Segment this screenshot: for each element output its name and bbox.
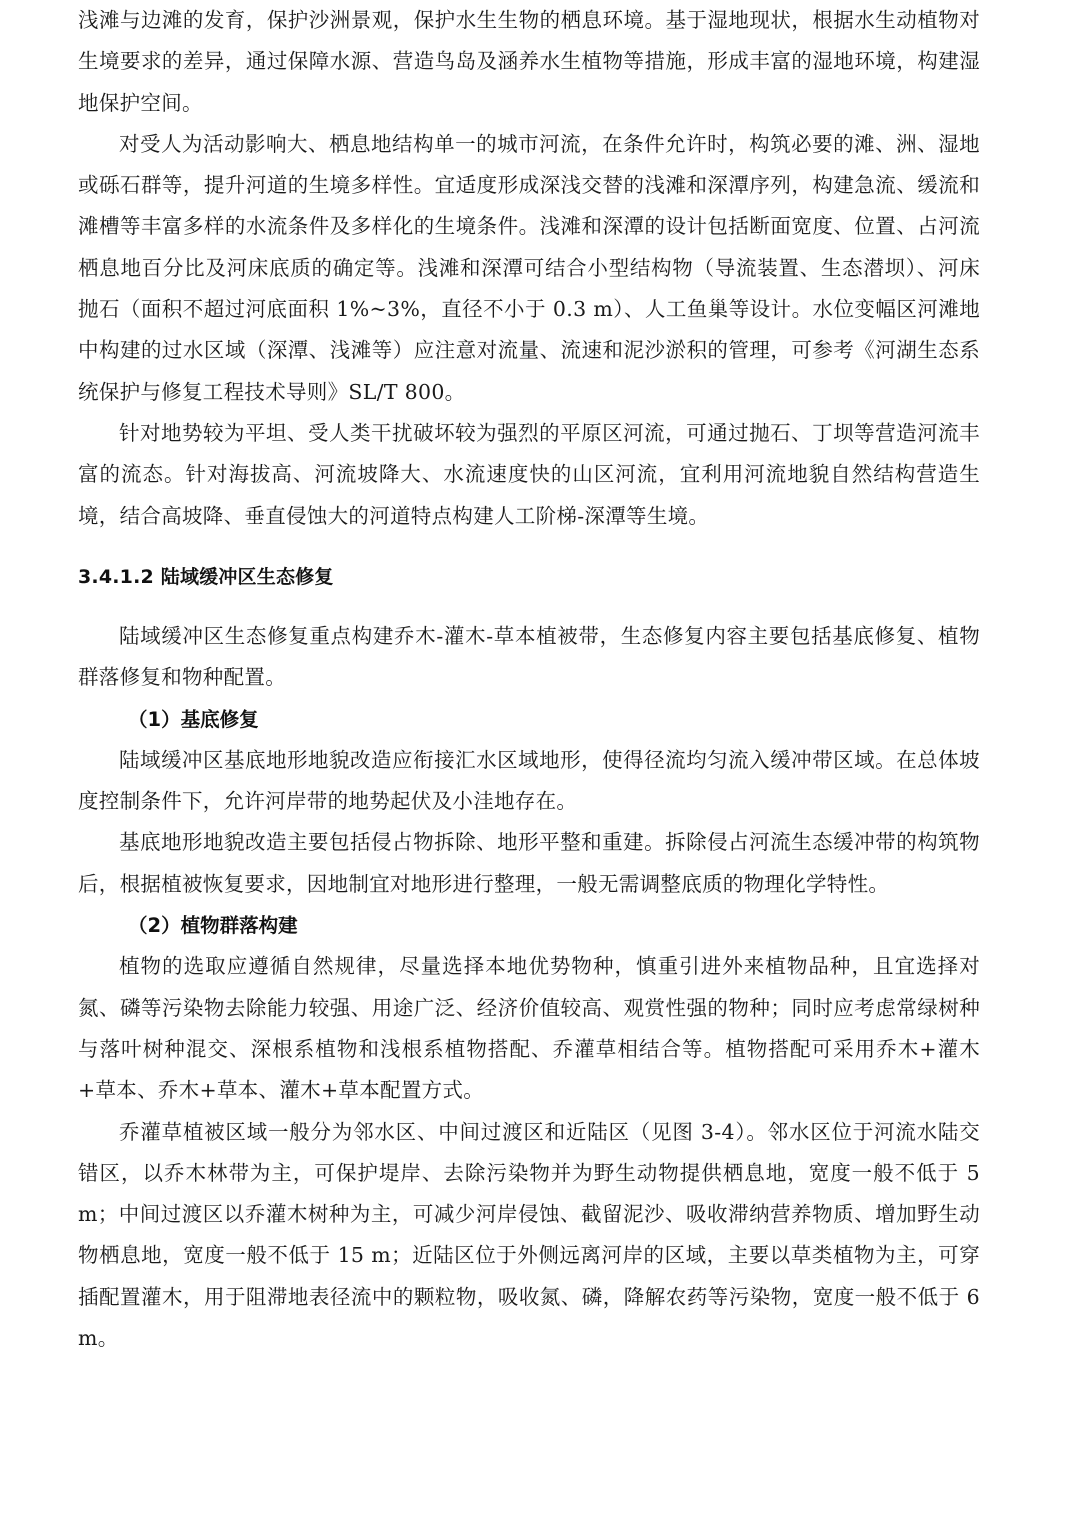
paragraph-plain-mountain-rivers: 针对地势较为平坦、受人类干扰破坏较为强烈的平原区河流，可通过抛石、丁坝等营造河流丰富的流态。针对海拔高、河流坡降大、水流速度快的山区河流，宜利用河流地貌自然结构营造生境，结合高坡降、垂直侵蚀大的河道特点构建人工阶梯-深潭等生境。 — [78, 420, 980, 528]
paragraph-vegetation-zones: 乔灌草植被区域一般分为邻水区、中间过渡区和近陆区（见图 3-4）。邻水区位于河流水陆交错区，以乔木林带为主，可保护堤岸、去除污染物并为野生动物提供栖息地，宽度一般不低于 5 m；中间过渡区以乔灌木树种为主，可减少河岸侵蚀、截留泥沙、吸收滞纳营养物质、增加野生动物栖息地，宽度一般不低于 15 m；近陆区位于外侧远离河岸的区域，主要以草类植物为主，可穿插配置灌木，用于阻滞地表径流中的颗粒物，吸收氮、磷，降解农药等污染物，宽度一般不低于 6 m。 — [78, 1119, 980, 1351]
text-block-land-buffer — [78, 616, 980, 1359]
paragraph-base-reconstruction: 基底地形地貌改造主要包括侵占物拆除、地形平整和重建。拆除侵占河流生态缓冲带的构筑物后，根据植被恢复要求，因地制宜对地形进行整理，一般无需调整底质的物理化学特性。 — [78, 830, 980, 896]
section-heading: 3.4.1.2 陆域缓冲区生态修复 — [78, 566, 334, 588]
text-block-river-habitat — [78, 0, 980, 537]
paragraph-base-terrain: 陆域缓冲区基底地形地貌改造应衔接汇水区域地形，使得径流均匀流入缓冲带区域。在总体坡度控制条件下，允许河岸带的地势起伏及小洼地存在。 — [78, 747, 980, 814]
sub-heading-plant-community: （2）植物群落构建 — [128, 914, 298, 938]
paragraph-plant-selection: 植物的选取应遵循自然规律，尽量选择本地优势物种，慎重引进外来植物品种，且宜选择对氮、磷等污染物去除能力较强、用途广泛、经济价值较高、观赏性强的物种；同时应考虑常绿树种与落叶树种混交、深根系植物和浅根系植物搭配、乔灌草相结合等。植物搭配可采用乔木+灌木+草本、乔木+草本、灌木+草本配置方式。 — [78, 954, 980, 1103]
paragraph-intro: 陆域缓冲区生态修复重点构建乔木-灌木-草本植被带，生态修复内容主要包括基底修复、植物群落修复和物种配置。 — [78, 624, 980, 690]
paragraph-urban-rivers: 对受人为活动影响大、栖息地结构单一的城市河流，在条件允许时，构筑必要的滩、洲、湿地或砾石群等，提升河道的生境多样性。宜适度形成深浅交替的浅滩和深潭序列，构建急流、缓流和滩槽等丰富多样的水流条件及多样化的生境条件。浅滩和深潭的设计包括断面宽度、位置、占河流栖息地百分比及河床底质的确定等。浅滩和深潭可结合小型结构物（导流装置、生态潜坝）、河床抛石（面积不超过河底面积 1%~3%，直径不小于 0.3 m）、人工鱼巢等设计。水位变幅区河滩地中构建的过水区域（深潭、浅滩等）应注意对流量、流速和泥沙淤积的管理，可参考《河湖生态系统保护与修复工程技术导则》SL/T 800。 — [78, 131, 980, 404]
paragraph-continued: 浅滩与边滩的发育，保护沙洲景观，保护水生生物的栖息环境。基于湿地现状，根据水生动植物对生境要求的差异，通过保障水源、营造鸟岛及涵养水生植物等措施，形成丰富的湿地环境，构建湿地保护空间。 — [78, 8, 980, 115]
sub-heading-base-restoration: （1）基底修复 — [128, 707, 259, 731]
